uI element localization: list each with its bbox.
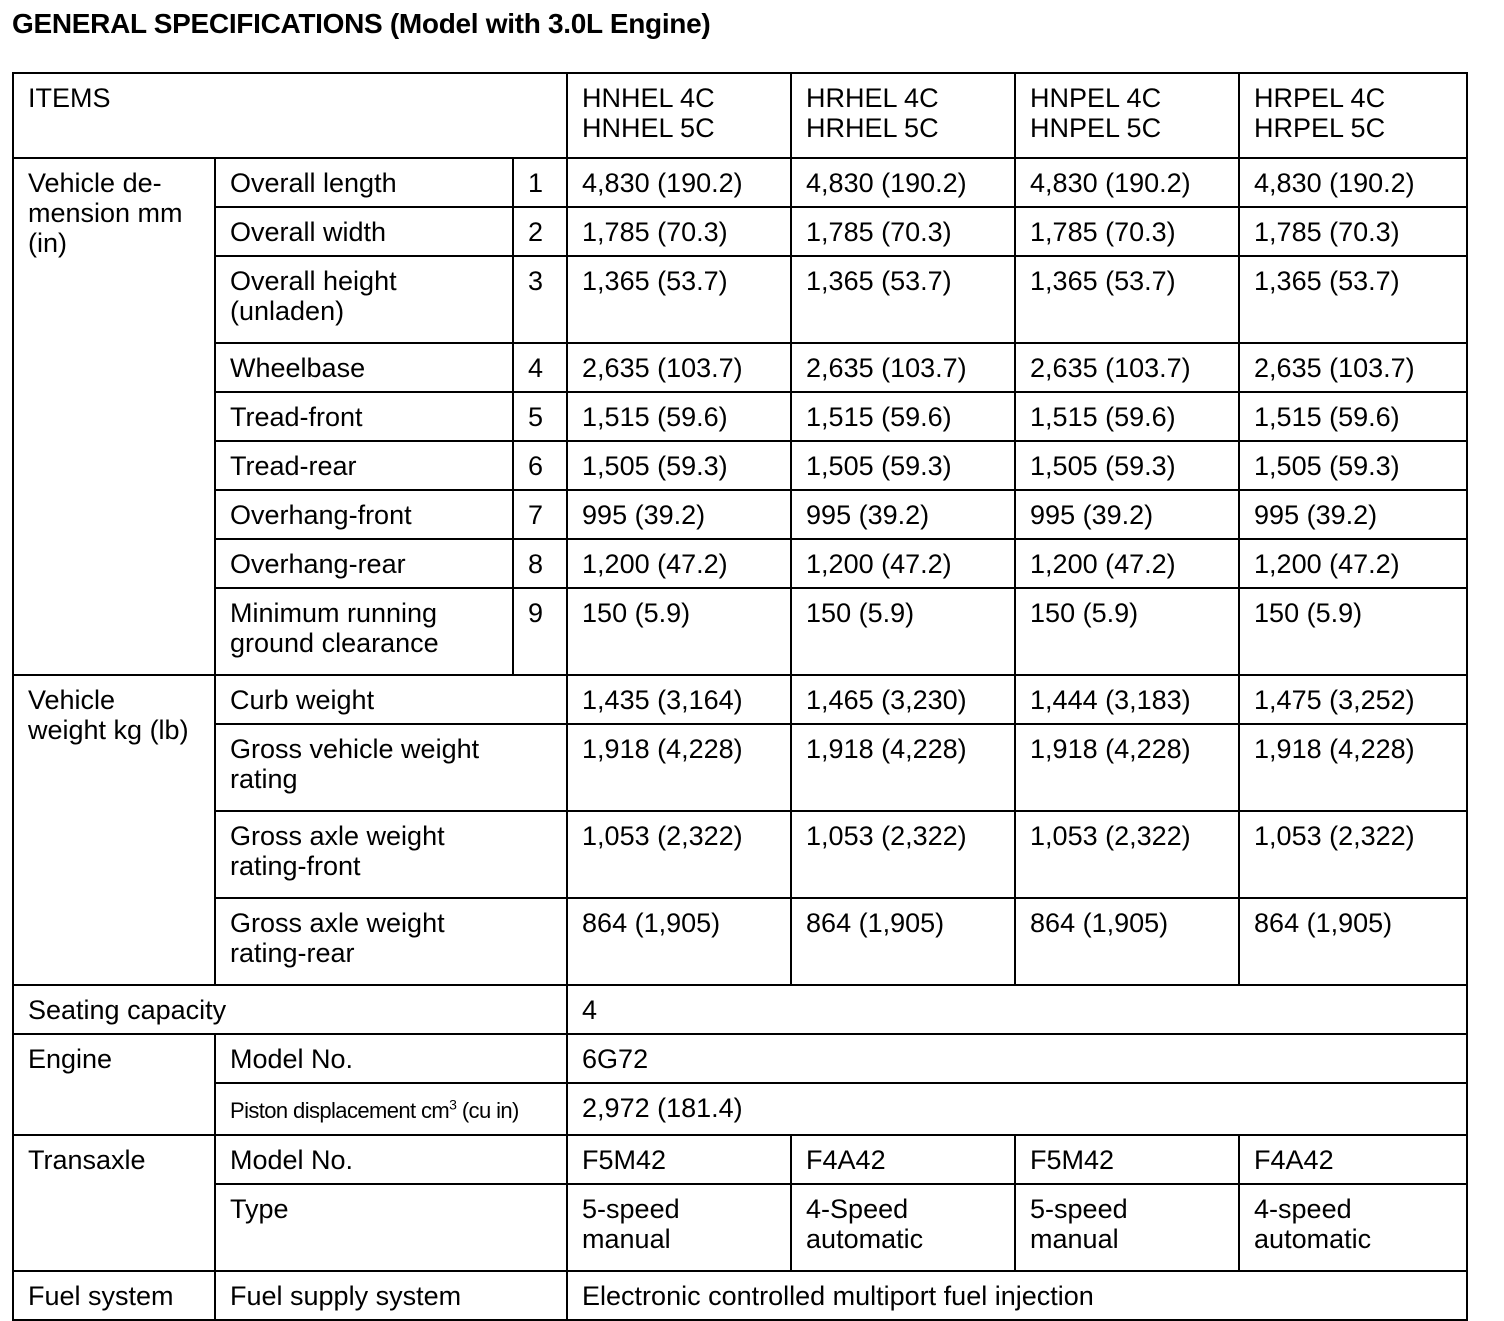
table-row <box>13 724 1467 811</box>
value-cell: 1,515 (59.6) <box>791 392 1015 441</box>
value-cell: 150 (5.9) <box>1239 588 1467 675</box>
row-label: Gross axle weight rating-rear <box>215 898 567 985</box>
value-cell: 1,200 (47.2) <box>567 539 791 588</box>
value-cell: 4-speed automatic <box>1239 1184 1467 1271</box>
table-row <box>13 1083 1467 1135</box>
value-cell: 1,465 (3,230) <box>791 675 1015 724</box>
value-cell: 864 (1,905) <box>1015 898 1239 985</box>
value-cell: 4,830 (190.2) <box>1239 158 1467 207</box>
row-label: Overall height (unladen) <box>215 256 513 343</box>
value-cell: 2,635 (103.7) <box>1239 343 1467 392</box>
row-label: Gross vehicle weight rating <box>215 724 567 811</box>
value-cell: 864 (1,905) <box>567 898 791 985</box>
table-row <box>13 1034 1467 1083</box>
value-cell: 1,918 (4,228) <box>1239 724 1467 811</box>
displacement-label: Piston displacement $cm^3$ (cu in) <box>215 1083 567 1135</box>
row-number: 3 <box>513 256 567 343</box>
value-cell: 1,505 (59.3) <box>791 441 1015 490</box>
page-title: GENERAL SPECIFICATIONS (Model with 3.0L Engine) <box>12 8 711 39</box>
value-cell: 1,365 (53.7) <box>567 256 791 343</box>
value-cell: 1,918 (4,228) <box>1015 724 1239 811</box>
table-row <box>13 675 1467 724</box>
value-cell: 1,053 (2,322) <box>1015 811 1239 898</box>
value-cell: 2,635 (103.7) <box>791 343 1015 392</box>
value-cell: 1,053 (2,322) <box>1239 811 1467 898</box>
value-cell: 1,785 (70.3) <box>1239 207 1467 256</box>
value-cell: 4,830 (190.2) <box>567 158 791 207</box>
row-number: 2 <box>513 207 567 256</box>
value-cell: 995 (39.2) <box>1015 490 1239 539</box>
model-header: HNHEL 4C HNHEL 5C <box>567 73 791 158</box>
table-row <box>13 1184 1467 1271</box>
value-cell: 150 (5.9) <box>1015 588 1239 675</box>
value-cell: F4A42 <box>791 1135 1015 1184</box>
value-cell: 1,515 (59.6) <box>567 392 791 441</box>
value-cell: 1,365 (53.7) <box>791 256 1015 343</box>
value-cell: 1,515 (59.6) <box>1015 392 1239 441</box>
value-cell: 1,505 (59.3) <box>567 441 791 490</box>
value-cell: 1,444 (3,183) <box>1015 675 1239 724</box>
row-label: Overall length <box>215 158 513 207</box>
header-row <box>13 73 1467 158</box>
table-row <box>13 588 1467 675</box>
value-cell: 1,053 (2,322) <box>791 811 1015 898</box>
table-row <box>13 207 1467 256</box>
model-header: HRPEL 4C HRPEL 5C <box>1239 73 1467 158</box>
table-row <box>13 1271 1467 1320</box>
value-cell: 150 (5.9) <box>567 588 791 675</box>
value-cell: 995 (39.2) <box>1239 490 1467 539</box>
items-header: ITEMS <box>13 73 567 158</box>
table-row <box>13 490 1467 539</box>
row-number: 4 <box>513 343 567 392</box>
value-cell: F4A42 <box>1239 1135 1467 1184</box>
table-row <box>13 1135 1467 1184</box>
table-row <box>13 392 1467 441</box>
value-cell: 995 (39.2) <box>567 490 791 539</box>
value-cell: 5-speed manual <box>567 1184 791 1271</box>
row-number: 5 <box>513 392 567 441</box>
row-number: 9 <box>513 588 567 675</box>
value-cell: 1,785 (70.3) <box>791 207 1015 256</box>
table-row <box>13 256 1467 343</box>
value-cell: 2,635 (103.7) <box>1015 343 1239 392</box>
spec-table <box>12 72 1468 1321</box>
row-number: 1 <box>513 158 567 207</box>
engine-label: Engine <box>13 1034 215 1135</box>
value-cell: 1,365 (53.7) <box>1015 256 1239 343</box>
table-row <box>13 811 1467 898</box>
value-cell: 864 (1,905) <box>1239 898 1467 985</box>
transaxle-type-label: Type <box>215 1184 567 1271</box>
value-cell: 1,918 (4,228) <box>791 724 1015 811</box>
seating-value: 4 <box>567 985 1467 1034</box>
row-label: Overall width <box>215 207 513 256</box>
row-number: 7 <box>513 490 567 539</box>
value-cell: 1,515 (59.6) <box>1239 392 1467 441</box>
table-row <box>13 985 1467 1034</box>
value-cell: 1,053 (2,322) <box>567 811 791 898</box>
fuel-label: Fuel system <box>13 1271 215 1320</box>
value-cell: 1,475 (3,252) <box>1239 675 1467 724</box>
row-label: Minimum running ground clearance <box>215 588 513 675</box>
row-label: Wheelbase <box>215 343 513 392</box>
row-label: Overhang-front <box>215 490 513 539</box>
row-label: Tread-rear <box>215 441 513 490</box>
model-header: HRHEL 4C HRHEL 5C <box>791 73 1015 158</box>
value-cell: 1,505 (59.3) <box>1239 441 1467 490</box>
table-row <box>13 539 1467 588</box>
value-cell: 1,200 (47.2) <box>1239 539 1467 588</box>
row-label: Gross axle weight rating-front <box>215 811 567 898</box>
value-cell: 1,435 (3,164) <box>567 675 791 724</box>
value-cell: 4-Speed automatic <box>791 1184 1015 1271</box>
value-cell: 1,505 (59.3) <box>1015 441 1239 490</box>
value-cell: 150 (5.9) <box>791 588 1015 675</box>
weight-group-label: Vehicle weight kg (lb) <box>13 675 215 985</box>
fuel-value: Electronic controlled multiport fuel injection <box>567 1271 1467 1320</box>
row-label: Curb weight <box>215 675 567 724</box>
fuel-sub-label: Fuel supply system <box>215 1271 567 1320</box>
dimension-group-label: Vehicle de- mension mm (in) <box>13 158 215 675</box>
displacement-value: 2,972 (181.4) <box>567 1083 1467 1135</box>
value-cell: 1,365 (53.7) <box>1239 256 1467 343</box>
transaxle-model-label: Model No. <box>215 1135 567 1184</box>
value-cell: 4,830 (190.2) <box>791 158 1015 207</box>
value-cell: 864 (1,905) <box>791 898 1015 985</box>
value-cell: 2,635 (103.7) <box>567 343 791 392</box>
table-row <box>13 898 1467 985</box>
transaxle-label: Transaxle <box>13 1135 215 1271</box>
value-cell: 1,785 (70.3) <box>1015 207 1239 256</box>
value-cell: 1,918 (4,228) <box>567 724 791 811</box>
row-number: 6 <box>513 441 567 490</box>
value-cell: 1,200 (47.2) <box>1015 539 1239 588</box>
value-cell: F5M42 <box>567 1135 791 1184</box>
value-cell: 4,830 (190.2) <box>1015 158 1239 207</box>
value-cell: 1,200 (47.2) <box>791 539 1015 588</box>
value-cell: 5-speed manual <box>1015 1184 1239 1271</box>
table-row <box>13 158 1467 207</box>
row-number: 8 <box>513 539 567 588</box>
row-label: Overhang-rear <box>215 539 513 588</box>
table-row <box>13 343 1467 392</box>
value-cell: F5M42 <box>1015 1135 1239 1184</box>
engine-model-label: Model No. <box>215 1034 567 1083</box>
engine-model-value: 6G72 <box>567 1034 1467 1083</box>
row-label: Tread-front <box>215 392 513 441</box>
model-header: HNPEL 4C HNPEL 5C <box>1015 73 1239 158</box>
seating-label: Seating capacity <box>13 985 567 1034</box>
value-cell: 1,785 (70.3) <box>567 207 791 256</box>
value-cell: 995 (39.2) <box>791 490 1015 539</box>
table-row <box>13 441 1467 490</box>
